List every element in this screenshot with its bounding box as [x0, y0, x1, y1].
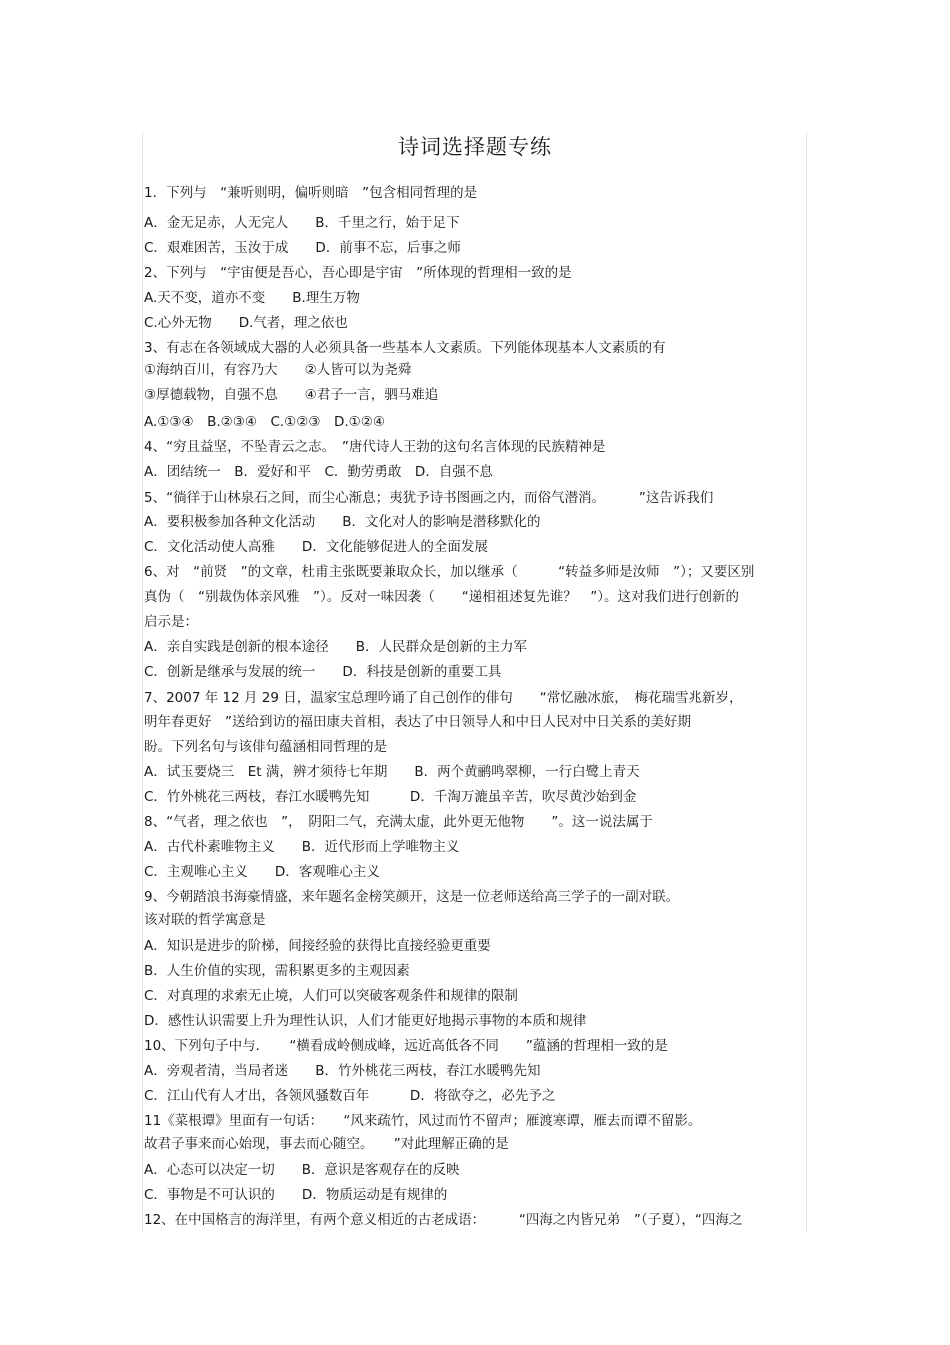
text-line: C．对真理的求索无止境，人们可以突破客观条件和规律的限制: [144, 988, 518, 1004]
text-line: A．要积极参加各种文化活动 B．文化对人的影响是潜移默化的: [144, 514, 541, 530]
text-line: C．主观唯心主义 D．客观唯心主义: [144, 864, 380, 880]
text-line: 2、下列与 “宇宙便是吾心，吾心即是宇宙 ”所体现的哲理相一致的是: [144, 265, 572, 281]
text-line: 11《菜根谭》里面有一句话： “风来疏竹，风过而竹不留声；雁渡寒谭，雁去而谭不留影。: [144, 1113, 702, 1129]
text-line: 3、有志在各领域成大器的人必须具备一些基本人文素质。下列能体现基本人文素质的有: [144, 340, 666, 356]
text-line: 真伪（ “别裁伪体亲风雅 ”）。反对一味因袭（ “递相祖述复先谁？ ”）。这对我们进行创新的: [144, 589, 739, 605]
page-edge-right: [806, 132, 807, 1232]
text-line: A．古代朴素唯物主义 B．近代形而上学唯物主义: [144, 839, 460, 855]
text-line: A．亲自实践是创新的根本途径 B．人民群众是创新的主力军: [144, 639, 527, 655]
text-line: 6、对 “前贤 ”的文章，杜甫主张既要兼取众长，加以继承（ “转益多师是汝师 ”）；又要区别: [144, 564, 755, 580]
text-line: 该对联的哲学寓意是: [144, 912, 266, 928]
text-line: C．事物是不可认识的 D．物质运动是有规律的: [144, 1187, 448, 1203]
text-line: D．感性认识需要上升为理性认识，人们才能更好地揭示事物的本质和规律: [144, 1013, 587, 1029]
text-line: C.心外无物 D.气者，理之依也: [144, 315, 348, 331]
text-line: B．人生价值的实现，需积累更多的主观因素: [144, 963, 410, 979]
text-line: C．文化活动使人高雅 D．文化能够促进人的全面发展: [144, 539, 488, 555]
text-line: A．试玉要烧三 Et 满，辨才须待七年期 B．两个黄鹂鸣翠柳，一行白鹭上青天: [144, 764, 640, 780]
text-line: A．知识是进步的阶梯，间接经验的获得比直接经验更重要: [144, 938, 491, 954]
text-line: 8、“气者，理之依也 ”， 阴阳二气，充满太虚，此外更无他物 ”。这一说法属于: [144, 814, 653, 830]
text-line: A．心态可以决定一切 B．意识是客观存在的反映: [144, 1162, 460, 1178]
text-line: A．金无足赤，人无完人 B．千里之行，始于足下: [144, 215, 460, 231]
text-line: 7、2007 年 12 月 29 日，温家宝总理吟诵了自己创作的俳句 “常忆融冰旅， 梅花瑞雪兆新岁，: [144, 690, 743, 706]
text-line: 故君子事来而心始现，事去而心随空。 ”对此理解正确的是: [144, 1136, 509, 1152]
text-line: 明年春更好 ”送给到访的福田康夫首相，表达了中日领导人和中日人民对中日关系的美好期: [144, 714, 691, 730]
text-line: A.①③④ B.②③④ C.①②③ D.①②④: [144, 414, 385, 430]
text-line: 1．下列与 “兼听则明，偏听则暗 ”包含相同哲理的是: [144, 185, 478, 201]
text-line: C．艰难困苦，玉汝于成 D．前事不忘，后事之师: [144, 240, 461, 256]
text-line: C．创新是继承与发展的统一 D．科技是创新的重要工具: [144, 664, 502, 680]
text-line: 10、下列句子中与． “横看成岭侧成峰，远近高低各不同 ”蕴涵的哲理相一致的是: [144, 1038, 668, 1054]
text-line: A．旁观者清，当局者迷 B．竹外桃花三两枝，春江水暖鸭先知: [144, 1063, 541, 1079]
text-line: 12、在中国格言的海洋里，有两个意义相近的古老成语： “四海之内皆兄弟 ”（子夏），“四海之: [144, 1212, 743, 1228]
text-line: ①海纳百川，有容乃大 ②人皆可以为尧舜: [144, 362, 412, 378]
text-line: ③厚德载物，自强不息 ④君子一言，驷马难追: [144, 387, 439, 403]
text-line: 盼。下列名句与该俳句蕴涵相同哲理的是: [144, 739, 387, 755]
text-line: 4、“穷且益坚，不坠青云之志。 ”唐代诗人王勃的这句名言体现的民族精神是: [144, 439, 606, 455]
text-line: A．团结统一 B．爱好和平 C．勤劳勇敢 D．自强不息: [144, 464, 493, 480]
text-line: 5、“徜徉于山林泉石之间，而尘心渐息；夷犹予诗书图画之内，而俗气潜消。 ”这告诉我们: [144, 490, 714, 506]
text-line: 9、今朝踏浪书海豪情盛，来年题名金榜笑颜开，这是一位老师送给高三学子的一副对联。: [144, 889, 680, 905]
text-line: C．江山代有人才出，各领风骚数百年 D．将欲夺之，必先予之: [144, 1088, 556, 1104]
page-title: 诗词选择题专练: [398, 135, 552, 159]
text-line: C．竹外桃花三两枝，春江水暖鸭先知 D．千淘万漉虽辛苦，吹尽黄沙始到金: [144, 789, 637, 805]
text-line: A.天不变，道亦不变 B.理生万物: [144, 290, 360, 306]
page-edge-left: [142, 132, 143, 1232]
text-line: 启示是：: [144, 614, 198, 630]
